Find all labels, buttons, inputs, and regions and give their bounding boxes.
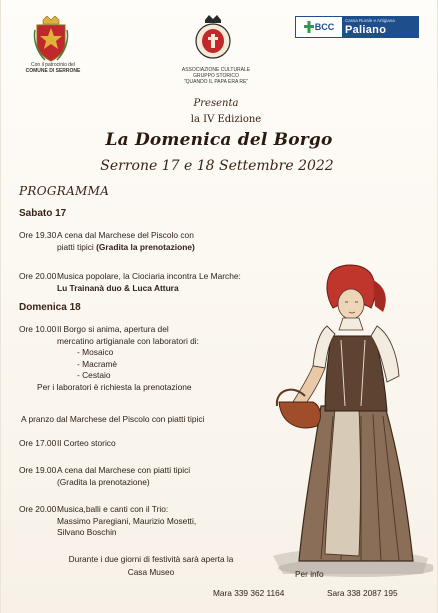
event-title: La Domenica del Borgo xyxy=(105,130,333,150)
sunday-heading: Domenica 18 xyxy=(19,302,81,313)
bank-name: Paliano xyxy=(345,24,387,36)
sunday-item-4 xyxy=(19,504,259,539)
item-line-2: mercatino artigianale con laboratori di: xyxy=(57,335,199,346)
item-line-2: Massimo Paregiani, Maurizio Mosetti, xyxy=(57,515,197,526)
item-text: Il Corteo storico xyxy=(57,438,116,448)
item-time: Ore 20.00 xyxy=(19,271,57,281)
lab-macrame: - Macramè xyxy=(77,358,118,369)
bank-small-text: Cassa Rurale e Artigiana xyxy=(345,18,395,23)
item-time: Ore 19.00 xyxy=(19,465,57,475)
sunday-item-1 xyxy=(19,324,269,393)
lab-mosaico: - Mosaico xyxy=(77,347,114,357)
item-time: Ore 17.00 xyxy=(19,438,57,448)
bank-name-block xyxy=(342,17,418,37)
peasant-woman-illustration xyxy=(263,256,433,580)
sunday-item-3 xyxy=(19,465,259,488)
place-date: Serrone 17 e 18 Settembre 2022 xyxy=(100,158,334,174)
association-emblem-logo xyxy=(193,14,233,60)
bcc-mark xyxy=(296,17,342,37)
item-time: Ore 20.00 xyxy=(19,504,57,514)
museum-notice xyxy=(51,554,251,577)
museum-line-1: Durante i due giorni di festività sarà aperta la xyxy=(68,554,234,564)
item-text-2-bold: Lu Trainanà duo & Luca Attura xyxy=(57,282,179,293)
patron-line-2: COMUNE DI SERRONE xyxy=(25,68,81,74)
item-text-2: piatti tipici xyxy=(57,241,94,252)
contact-sara: Sara 338 2087 195 xyxy=(327,588,398,598)
comune-crest-logo xyxy=(33,16,69,62)
item-line-1: Musica,balli e canti con il Trio: xyxy=(57,504,169,514)
item-line-1: A cena dal Marchese con piatti tipici xyxy=(57,465,191,475)
contact-mara: Mara 339 362 1164 xyxy=(213,588,285,598)
item-time: Ore 19.30 xyxy=(19,230,57,240)
sunday-item-2 xyxy=(19,438,239,450)
presenta-text: Presenta xyxy=(193,98,239,109)
saturday-item-1 xyxy=(19,230,279,253)
sunday-lunch: A pranzo dal Marchese del Piscolo con piatti tipici xyxy=(21,414,205,424)
saturday-item-2 xyxy=(19,271,299,294)
association-line-3: "QUANDO IL PAPA ERA RE" xyxy=(183,79,249,85)
item-line-1: Il Borgo si anima, apertura del xyxy=(57,324,169,334)
patron-caption xyxy=(13,62,93,74)
association-caption xyxy=(166,67,266,85)
lab-note: Per i laboratori è richiesta la prenotazione xyxy=(37,381,192,392)
bcc-cross-icon xyxy=(304,21,314,33)
item-line-3: Silvano Boschin xyxy=(57,527,117,537)
bcc-label: BCC xyxy=(314,22,335,32)
association-line-2: GRUPPO STORICO xyxy=(193,73,239,79)
association-line-1: ASSOCIAZIONE CULTURALE xyxy=(181,67,251,73)
bank-sponsor-logo xyxy=(295,16,419,38)
saturday-heading: Sabato 17 xyxy=(19,208,67,219)
item-time: Ore 10.00 xyxy=(19,324,57,334)
info-label: Per info xyxy=(295,569,324,579)
item-text-2-bold: (Gradita la prenotazione) xyxy=(96,241,195,252)
item-text: Musica popolare, la Ciociaria incontra Le Marche: xyxy=(57,271,241,281)
lab-cestaio: - Cestaio xyxy=(77,370,111,380)
item-text: A cena dal Marchese del Piscolo con xyxy=(57,230,194,240)
item-text-line-2 xyxy=(19,242,279,254)
patron-line-1: Con il patrocinio del xyxy=(31,62,75,68)
edition-text: la IV Edizione xyxy=(190,114,262,125)
museum-line-2: Casa Museo xyxy=(127,567,175,577)
program-title: PROGRAMMA xyxy=(19,184,110,198)
item-line-2: (Gradita la prenotazione) xyxy=(57,476,150,487)
